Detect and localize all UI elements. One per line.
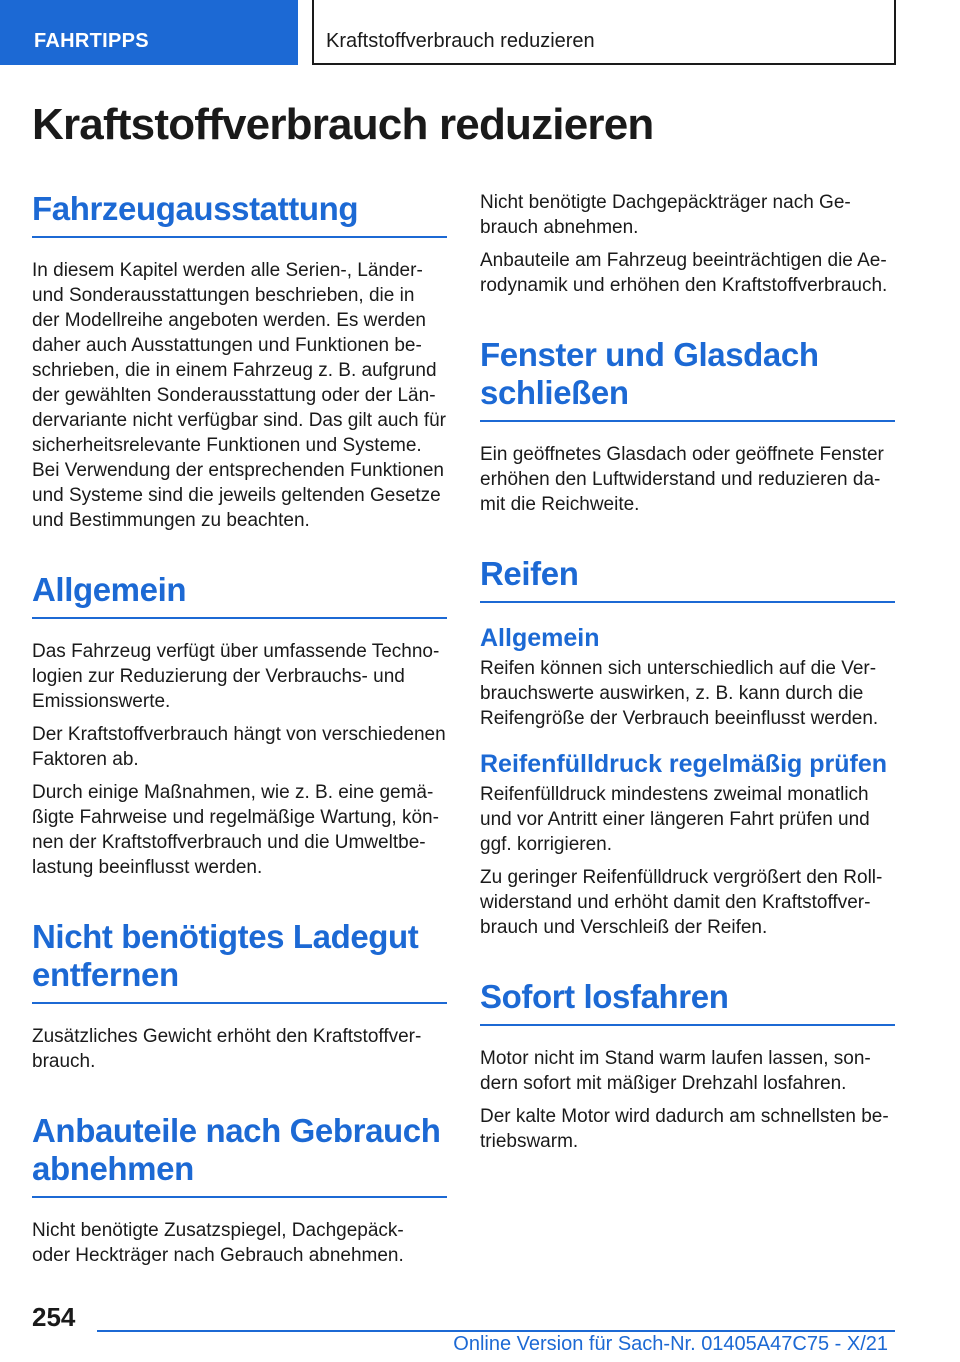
paragraph: Zusätzliches Gewicht erhöht den Kraftstoffverbrauch. <box>32 1026 422 1072</box>
section-tab: FAHRTIPPS <box>0 0 298 65</box>
heading-fenster-glasdach: Fenster und Glasdach schließen <box>480 336 895 422</box>
paragraph: Durch einige Maßnahmen, wie z. B. eine gemäßigte Fahrweise und regelmäßige Wartung, können der Kraftstoffverbrauch und die Umweltbelastung beeinflusst werden. <box>32 782 439 878</box>
paragraph: Ein geöffnetes Glasdach oder geöffnete Fenster erhöhen den Luftwiderstand und reduzieren damit die Reichweite. <box>480 444 884 515</box>
heading-reifen: Reifen <box>480 555 895 603</box>
online-version-note: Online Version für Sach-Nr. 01405A47C75 - X/21 <box>453 1333 888 1355</box>
subheading-allgemein: Allgemein <box>480 624 600 652</box>
paragraph: Anbauteile am Fahrzeug beeinträchtigen die Aerodynamik und erhöhen den Kraftstoffverbrauch. <box>480 250 888 296</box>
paragraph: Reifen können sich unterschiedlich auf die Verbrauchswerte auswirken, z. B. kann durch die Reifengröße der Verbrauch beeinflusst werden. <box>480 658 879 729</box>
heading-fahrzeugausstattung: Fahrzeugausstattung <box>32 190 447 238</box>
paragraph: Nicht benötigte Dachgepäckträger nach Gebrauch abnehmen. <box>480 192 851 238</box>
chapter-title: Kraftstoffverbrauch reduzieren <box>312 0 896 65</box>
page-title: Kraftstoffverbrauch reduzieren <box>32 100 654 149</box>
heading-anbauteile-abnehmen: Anbauteile nach Gebrauch abnehmen <box>32 1112 447 1198</box>
paragraph: In diesem Kapitel werden alle Serien-, Länder- und Sonderausstattungen beschrieben, die in der Modellreihe angeboten werden. Es werden daher auch Ausstattungen und Funktionen beschrieben, die in einem Fahrzeug z. B. aufgrund der gewählten Sonderausstattung oder der Ländervariante nicht verfügbar sind. Das gilt auch für sicherheitsrelevante Funktionen und Systeme. Bei Verwendung der entsprechenden Funktionen und Systeme sind die jeweils geltenden Gesetze und Bestimmungen zu beachten. <box>32 260 446 531</box>
paragraph: Reifenfülldruck mindestens zweimal monatlich und vor Antritt einer längeren Fahrt prüfen und ggf. korrigieren. <box>480 784 870 855</box>
heading-ladegut-entfernen: Nicht benötigtes Ladegut entfernen <box>32 918 447 1004</box>
paragraph: Nicht benötigte Zusatzspiegel, Dachgepäck- oder Heckträger nach Gebrauch abnehmen. <box>32 1220 404 1266</box>
paragraph: Der kalte Motor wird dadurch am schnellsten betriebswarm. <box>480 1106 889 1152</box>
left-column <box>32 190 447 1276</box>
paragraph: Zu geringer Reifenfülldruck vergrößert den Rollwiderstand und erhöht damit den Kraftstoffverbrauch und Verschleiß der Reifen. <box>480 867 883 938</box>
page-number: 254 <box>32 1302 76 1332</box>
paragraph: Das Fahrzeug verfügt über umfassende Technologien zur Reduzierung der Verbrauchs- und Emissionswerte. <box>32 641 440 712</box>
footer-rule <box>97 1330 895 1332</box>
heading-sofort-losfahren: Sofort losfahren <box>480 978 895 1026</box>
subheading-reifenfuelldruck: Reifenfülldruck regelmäßig prüfen <box>480 750 888 778</box>
right-column <box>480 190 895 1162</box>
paragraph: Motor nicht im Stand warm laufen lassen, sondern sofort mit mäßiger Drehzahl losfahren. <box>480 1048 871 1094</box>
paragraph: Der Kraftstoffverbrauch hängt von verschiedenen Faktoren ab. <box>32 724 446 770</box>
heading-allgemein: Allgemein <box>32 571 447 619</box>
